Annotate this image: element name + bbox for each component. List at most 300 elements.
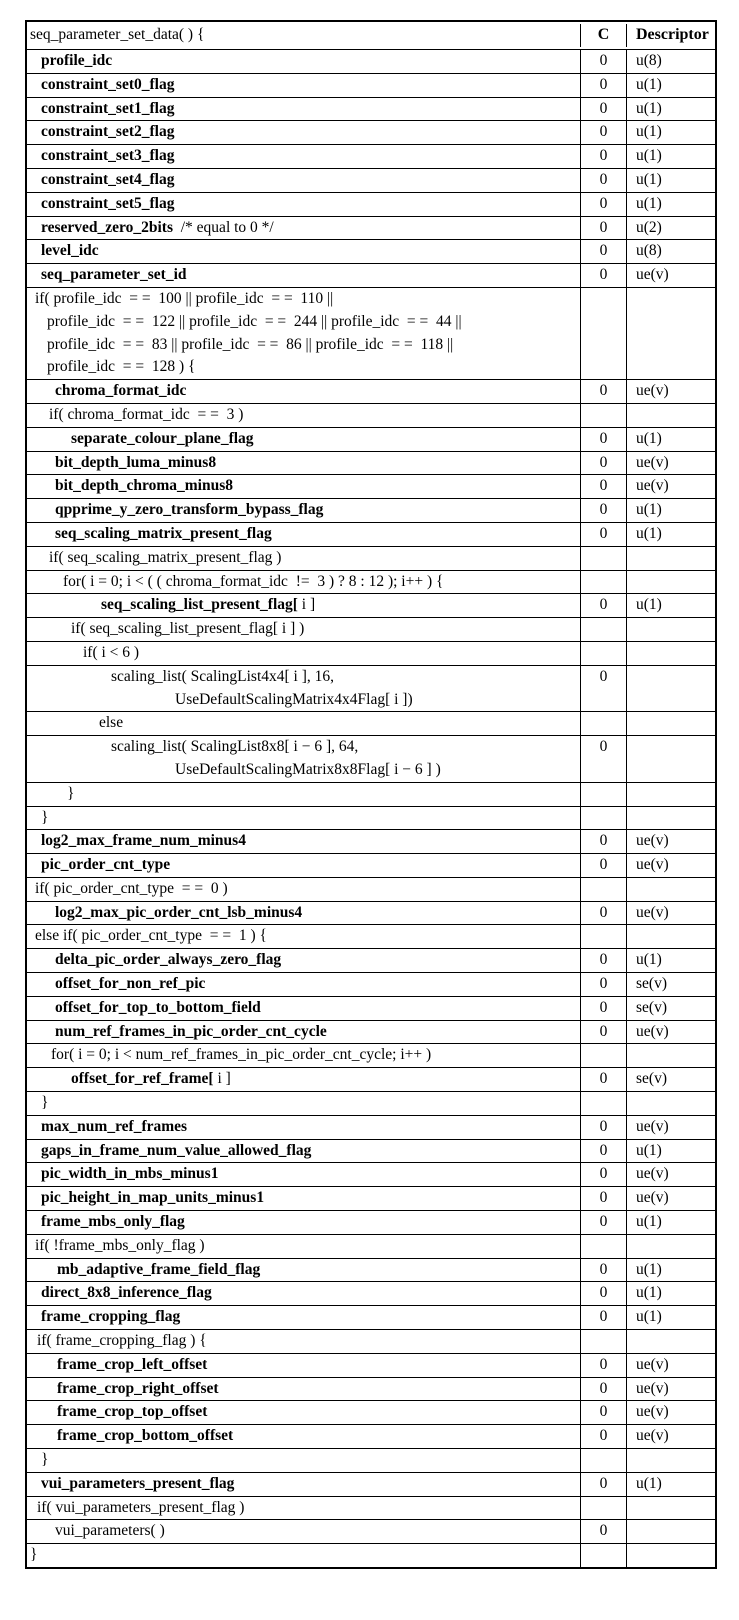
table-row bbox=[27, 1020, 715, 1044]
descriptor-cell bbox=[626, 547, 715, 570]
table-row bbox=[27, 1234, 715, 1258]
descriptor-cell bbox=[626, 571, 715, 594]
descriptor-cell: ue(v) bbox=[626, 1163, 715, 1186]
table-row bbox=[27, 593, 715, 617]
descriptor-cell: ue(v) bbox=[626, 380, 715, 403]
syntax-element-name: direct_8x8_inference_flag bbox=[41, 1284, 212, 1302]
table-row bbox=[27, 877, 715, 901]
descriptor-cell: u(1) bbox=[626, 949, 715, 972]
c-cell: 0 bbox=[580, 145, 626, 168]
syntax-cell bbox=[27, 1282, 580, 1305]
table-row bbox=[27, 427, 715, 451]
c-cell: 0 bbox=[580, 193, 626, 216]
c-cell: 0 bbox=[580, 1401, 626, 1424]
syntax-text: if( chroma_format_idc = = 3 ) bbox=[49, 405, 244, 423]
c-cell: 0 bbox=[580, 1187, 626, 1210]
c-cell: 0 bbox=[580, 736, 626, 782]
c-cell: 0 bbox=[580, 1116, 626, 1139]
descriptor-cell: ue(v) bbox=[626, 902, 715, 925]
descriptor-cell bbox=[626, 736, 715, 782]
syntax-text: if( vui_parameters_present_flag ) bbox=[37, 1498, 245, 1516]
syntax-cell bbox=[27, 1044, 580, 1067]
syntax-element-name: frame_crop_bottom_offset bbox=[57, 1427, 234, 1445]
syntax-element-name: log2_max_pic_order_cnt_lsb_minus4 bbox=[55, 903, 303, 921]
c-cell: 0 bbox=[580, 1163, 626, 1186]
table-row bbox=[27, 1519, 715, 1543]
syntax-element-name: constraint_set0_flag bbox=[41, 75, 175, 93]
syntax-cell bbox=[27, 1473, 580, 1496]
table-row bbox=[27, 1543, 715, 1567]
descriptor-cell: ue(v) bbox=[626, 452, 715, 475]
table-row bbox=[27, 972, 715, 996]
syntax-text: if( seq_scaling_list_present_flag[ i ] ) bbox=[71, 620, 305, 638]
c-cell: 0 bbox=[580, 949, 626, 972]
c-cell: 0 bbox=[580, 1473, 626, 1496]
table-row bbox=[27, 1496, 715, 1520]
syntax-cell bbox=[27, 475, 580, 498]
syntax-element-name: frame_crop_right_offset bbox=[57, 1379, 219, 1397]
c-cell bbox=[580, 1449, 626, 1472]
descriptor-cell bbox=[626, 1449, 715, 1472]
c-cell bbox=[580, 712, 626, 735]
syntax-text: else bbox=[99, 714, 124, 732]
table-row bbox=[27, 1186, 715, 1210]
descriptor-cell: u(1) bbox=[626, 1473, 715, 1496]
descriptor-cell bbox=[626, 1544, 715, 1567]
descriptor-cell: u(8) bbox=[626, 50, 715, 73]
descriptor-cell bbox=[626, 1235, 715, 1258]
syntax-text: scaling_list( ScalingList4x4[ i ], 16, bbox=[111, 667, 335, 685]
syntax-cell bbox=[27, 98, 580, 121]
descriptor-cell: u(1) bbox=[626, 169, 715, 192]
c-cell: 0 bbox=[580, 1282, 626, 1305]
c-cell: 0 bbox=[580, 1211, 626, 1234]
descriptor-cell: u(1) bbox=[626, 1282, 715, 1305]
syntax-cell bbox=[27, 452, 580, 475]
syntax-element-name: level_idc bbox=[41, 242, 99, 260]
descriptor-cell: u(1) bbox=[626, 121, 715, 144]
c-cell bbox=[580, 288, 626, 379]
syntax-cell bbox=[27, 1163, 580, 1186]
syntax-text: /* equal to 0 */ bbox=[173, 218, 274, 236]
table-row bbox=[27, 451, 715, 475]
c-cell bbox=[580, 1092, 626, 1115]
descriptor-cell: u(8) bbox=[626, 240, 715, 263]
c-cell: 0 bbox=[580, 98, 626, 121]
syntax-cell bbox=[27, 902, 580, 925]
descriptor-cell bbox=[626, 1497, 715, 1520]
syntax-element-name: constraint_set2_flag bbox=[41, 123, 175, 141]
syntax-cell bbox=[27, 666, 580, 712]
syntax-text: profile_idc = = 128 ) { bbox=[47, 358, 196, 376]
syntax-element-name: separate_colour_plane_flag bbox=[71, 429, 254, 447]
syntax-element-name: mb_adaptive_frame_field_flag bbox=[57, 1260, 261, 1278]
syntax-cell bbox=[27, 288, 580, 379]
table-row bbox=[27, 806, 715, 830]
c-cell: 0 bbox=[580, 169, 626, 192]
c-cell: 0 bbox=[580, 1425, 626, 1448]
descriptor-cell: ue(v) bbox=[626, 1354, 715, 1377]
c-cell bbox=[580, 1497, 626, 1520]
table-row bbox=[27, 1115, 715, 1139]
c-cell bbox=[580, 807, 626, 830]
c-cell: 0 bbox=[580, 1354, 626, 1377]
descriptor-cell: u(2) bbox=[626, 217, 715, 240]
table-row bbox=[27, 239, 715, 263]
syntax-element-name: constraint_set5_flag bbox=[41, 194, 175, 212]
c-cell bbox=[580, 642, 626, 665]
table-row bbox=[27, 1424, 715, 1448]
syntax-element-name: pic_width_in_mbs_minus1 bbox=[41, 1165, 219, 1183]
c-cell: 0 bbox=[580, 475, 626, 498]
syntax-cell bbox=[27, 1449, 580, 1472]
table-title: seq_parameter_set_data( ) { bbox=[30, 26, 205, 44]
syntax-cell bbox=[27, 571, 580, 594]
table-row bbox=[27, 853, 715, 877]
syntax-cell bbox=[27, 1497, 580, 1520]
syntax-element-name: offset_for_non_ref_pic bbox=[55, 975, 206, 993]
syntax-cell bbox=[27, 997, 580, 1020]
c-cell: 0 bbox=[580, 523, 626, 546]
syntax-text: scaling_list( ScalingList8x8[ i − 6 ], 64, bbox=[111, 738, 359, 756]
syntax-cell bbox=[27, 264, 580, 287]
c-cell: 0 bbox=[580, 997, 626, 1020]
syntax-cell bbox=[27, 1211, 580, 1234]
descriptor-cell: se(v) bbox=[626, 973, 715, 996]
syntax-text: vui_parameters( ) bbox=[55, 1522, 165, 1540]
syntax-element-name: frame_crop_top_offset bbox=[57, 1403, 208, 1421]
table-row bbox=[27, 1353, 715, 1377]
syntax-element-name: constraint_set1_flag bbox=[41, 99, 175, 117]
syntax-element-name: reserved_zero_2bits bbox=[41, 218, 173, 236]
syntax-text: i ] bbox=[213, 1070, 231, 1088]
table-row bbox=[27, 49, 715, 73]
syntax-cell bbox=[27, 949, 580, 972]
c-cell: 0 bbox=[580, 240, 626, 263]
syntax-cell bbox=[27, 925, 580, 948]
descriptor-cell: se(v) bbox=[626, 997, 715, 1020]
syntax-element-name: bit_depth_chroma_minus8 bbox=[55, 477, 233, 495]
c-cell: 0 bbox=[580, 854, 626, 877]
c-cell: 0 bbox=[580, 217, 626, 240]
syntax-cell bbox=[27, 404, 580, 427]
descriptor-cell: u(1) bbox=[626, 1259, 715, 1282]
descriptor-cell bbox=[626, 618, 715, 641]
table-row bbox=[27, 1091, 715, 1115]
syntax-cell bbox=[27, 74, 580, 97]
c-cell: 0 bbox=[580, 902, 626, 925]
header-row bbox=[27, 22, 715, 49]
table-row bbox=[27, 1162, 715, 1186]
syntax-cell bbox=[27, 830, 580, 853]
syntax-cell bbox=[27, 240, 580, 263]
table-row bbox=[27, 192, 715, 216]
syntax-cell bbox=[27, 1116, 580, 1139]
syntax-text: } bbox=[41, 808, 49, 826]
syntax-element-name: chroma_format_idc bbox=[55, 382, 187, 400]
table-row bbox=[27, 1043, 715, 1067]
c-cell: 0 bbox=[580, 428, 626, 451]
table-row bbox=[27, 1329, 715, 1353]
descriptor-cell: ue(v) bbox=[626, 1401, 715, 1424]
table-row bbox=[27, 522, 715, 546]
syntax-cell bbox=[27, 736, 580, 782]
syntax-text: if( profile_idc = = 100 || profile_idc = = 110 || bbox=[35, 289, 334, 307]
syntax-text: } bbox=[41, 1094, 49, 1112]
c-cell: 0 bbox=[580, 1378, 626, 1401]
table-row bbox=[27, 498, 715, 522]
syntax-cell bbox=[27, 523, 580, 546]
table-row bbox=[27, 570, 715, 594]
syntax-element-name: seq_parameter_set_id bbox=[41, 266, 187, 284]
c-cell: 0 bbox=[580, 1068, 626, 1091]
descriptor-cell: se(v) bbox=[626, 1068, 715, 1091]
table-row bbox=[27, 1139, 715, 1163]
syntax-cell bbox=[27, 428, 580, 451]
syntax-cell bbox=[27, 1021, 580, 1044]
syntax-text: if( i < 6 ) bbox=[83, 643, 140, 661]
table-row bbox=[27, 97, 715, 121]
syntax-text: if( seq_scaling_matrix_present_flag ) bbox=[49, 548, 282, 566]
table-body bbox=[27, 49, 715, 1567]
descriptor-cell bbox=[626, 404, 715, 427]
table-row bbox=[27, 287, 715, 379]
syntax-element-name: seq_scaling_list_present_flag[ bbox=[101, 596, 298, 614]
table-row bbox=[27, 1210, 715, 1234]
c-cell: 0 bbox=[580, 973, 626, 996]
table-row bbox=[27, 924, 715, 948]
descriptor-cell bbox=[626, 642, 715, 665]
table-row bbox=[27, 665, 715, 712]
c-cell: 0 bbox=[580, 380, 626, 403]
table-row bbox=[27, 617, 715, 641]
syntax-text: profile_idc = = 83 || profile_idc = = 86 || profile_idc = = 118 || bbox=[47, 335, 454, 353]
syntax-cell bbox=[27, 1092, 580, 1115]
descriptor-cell: u(1) bbox=[626, 1140, 715, 1163]
syntax-element-name: delta_pic_order_always_zero_flag bbox=[55, 951, 282, 969]
col-header-descriptor: Descriptor bbox=[636, 26, 709, 44]
syntax-cell bbox=[27, 594, 580, 617]
table-row bbox=[27, 216, 715, 240]
syntax-text: } bbox=[30, 1546, 38, 1564]
descriptor-cell: u(1) bbox=[626, 145, 715, 168]
syntax-element-name: frame_cropping_flag bbox=[41, 1308, 181, 1326]
descriptor-cell: ue(v) bbox=[626, 854, 715, 877]
syntax-text: else if( pic_order_cnt_type = = 1 ) { bbox=[35, 927, 267, 945]
descriptor-cell: ue(v) bbox=[626, 1187, 715, 1210]
descriptor-cell bbox=[626, 783, 715, 806]
descriptor-cell: ue(v) bbox=[626, 1378, 715, 1401]
descriptor-cell bbox=[626, 712, 715, 735]
descriptor-cell: u(1) bbox=[626, 74, 715, 97]
syntax-cell bbox=[27, 854, 580, 877]
descriptor-cell: u(1) bbox=[626, 499, 715, 522]
syntax-element-name: constraint_set3_flag bbox=[41, 147, 175, 165]
c-cell: 0 bbox=[580, 499, 626, 522]
syntax-cell bbox=[27, 618, 580, 641]
syntax-cell bbox=[27, 217, 580, 240]
descriptor-cell: u(1) bbox=[626, 523, 715, 546]
table-row bbox=[27, 948, 715, 972]
c-cell: 0 bbox=[580, 121, 626, 144]
syntax-cell bbox=[27, 547, 580, 570]
descriptor-cell: ue(v) bbox=[626, 475, 715, 498]
table-row bbox=[27, 735, 715, 782]
syntax-cell bbox=[27, 712, 580, 735]
table-row bbox=[27, 403, 715, 427]
descriptor-cell bbox=[626, 1330, 715, 1353]
descriptor-cell bbox=[626, 666, 715, 712]
c-cell: 0 bbox=[580, 1021, 626, 1044]
syntax-element-name: offset_for_ref_frame[ bbox=[71, 1070, 214, 1088]
descriptor-cell: ue(v) bbox=[626, 1425, 715, 1448]
c-cell bbox=[580, 1330, 626, 1353]
table-row bbox=[27, 1305, 715, 1329]
c-cell bbox=[580, 1044, 626, 1067]
syntax-element-name: gaps_in_frame_num_value_allowed_flag bbox=[41, 1141, 312, 1159]
syntax-cell bbox=[27, 1235, 580, 1258]
descriptor-cell: u(1) bbox=[626, 1306, 715, 1329]
descriptor-cell bbox=[626, 288, 715, 379]
syntax-cell bbox=[27, 1378, 580, 1401]
syntax-element-name: qpprime_y_zero_transform_bypass_flag bbox=[55, 501, 324, 519]
syntax-text: } bbox=[41, 1451, 49, 1469]
syntax-element-name: pic_height_in_map_units_minus1 bbox=[41, 1189, 265, 1207]
descriptor-cell: ue(v) bbox=[626, 1021, 715, 1044]
descriptor-cell: ue(v) bbox=[626, 264, 715, 287]
table-row bbox=[27, 1472, 715, 1496]
syntax-text: if( pic_order_cnt_type = = 0 ) bbox=[35, 879, 228, 897]
c-cell bbox=[580, 1235, 626, 1258]
descriptor-header-cell bbox=[626, 24, 715, 47]
table-row bbox=[27, 474, 715, 498]
table-row bbox=[27, 546, 715, 570]
table-row bbox=[27, 1067, 715, 1091]
syntax-cell bbox=[27, 807, 580, 830]
c-cell bbox=[580, 618, 626, 641]
syntax-element-name: pic_order_cnt_type bbox=[41, 856, 171, 874]
syntax-cell bbox=[27, 1520, 580, 1543]
syntax-text: UseDefaultScalingMatrix4x4Flag[ i ]) bbox=[175, 690, 413, 708]
syntax-cell bbox=[27, 1068, 580, 1091]
descriptor-cell: ue(v) bbox=[626, 1116, 715, 1139]
syntax-element-name: frame_mbs_only_flag bbox=[41, 1213, 185, 1231]
syntax-cell bbox=[27, 145, 580, 168]
c-cell: 0 bbox=[580, 1140, 626, 1163]
table-row bbox=[27, 901, 715, 925]
syntax-element-name: bit_depth_luma_minus8 bbox=[55, 453, 217, 471]
table-row bbox=[27, 73, 715, 97]
c-cell bbox=[580, 571, 626, 594]
descriptor-cell bbox=[626, 1092, 715, 1115]
c-cell: 0 bbox=[580, 830, 626, 853]
c-cell: 0 bbox=[580, 50, 626, 73]
syntax-text: UseDefaultScalingMatrix8x8Flag[ i − 6 ] ) bbox=[175, 760, 441, 778]
c-cell: 0 bbox=[580, 594, 626, 617]
c-cell bbox=[580, 878, 626, 901]
descriptor-cell bbox=[626, 1044, 715, 1067]
descriptor-cell bbox=[626, 925, 715, 948]
table-row bbox=[27, 711, 715, 735]
syntax-text: for( i = 0; i < num_ref_frames_in_pic_order_cnt_cycle; i++ ) bbox=[51, 1046, 432, 1064]
syntax-cell bbox=[27, 1425, 580, 1448]
syntax-element-name: frame_crop_left_offset bbox=[57, 1355, 208, 1373]
syntax-element-name: offset_for_top_to_bottom_field bbox=[55, 998, 261, 1016]
syntax-element-name: profile_idc bbox=[41, 52, 113, 69]
table-row bbox=[27, 782, 715, 806]
table-row bbox=[27, 829, 715, 853]
syntax-cell bbox=[27, 1259, 580, 1282]
descriptor-cell bbox=[626, 1520, 715, 1543]
syntax-cell bbox=[27, 642, 580, 665]
c-cell bbox=[580, 1544, 626, 1567]
c-cell bbox=[580, 783, 626, 806]
syntax-element-name: max_num_ref_frames bbox=[41, 1117, 188, 1135]
table-row bbox=[27, 144, 715, 168]
syntax-cell bbox=[27, 121, 580, 144]
c-cell bbox=[580, 547, 626, 570]
syntax-cell bbox=[27, 499, 580, 522]
c-cell: 0 bbox=[580, 74, 626, 97]
descriptor-cell: u(1) bbox=[626, 1211, 715, 1234]
syntax-text: if( frame_cropping_flag ) { bbox=[37, 1332, 207, 1350]
syntax-element-name: constraint_set4_flag bbox=[41, 170, 175, 188]
descriptor-cell: u(1) bbox=[626, 594, 715, 617]
table-row bbox=[27, 168, 715, 192]
c-header-cell bbox=[580, 24, 626, 47]
syntax-cell bbox=[27, 1330, 580, 1353]
syntax-cell bbox=[27, 783, 580, 806]
c-cell: 0 bbox=[580, 452, 626, 475]
syntax-header-cell bbox=[27, 24, 580, 47]
syntax-cell bbox=[27, 1354, 580, 1377]
descriptor-cell: u(1) bbox=[626, 428, 715, 451]
table-row bbox=[27, 1448, 715, 1472]
col-header-c: C bbox=[597, 26, 610, 44]
table-row bbox=[27, 996, 715, 1020]
table-row bbox=[27, 120, 715, 144]
table-row bbox=[27, 641, 715, 665]
descriptor-cell bbox=[626, 807, 715, 830]
syntax-cell bbox=[27, 1187, 580, 1210]
syntax-cell bbox=[27, 1544, 580, 1567]
syntax-text: if( !frame_mbs_only_flag ) bbox=[35, 1236, 205, 1254]
descriptor-cell: ue(v) bbox=[626, 830, 715, 853]
c-cell: 0 bbox=[580, 1520, 626, 1543]
descriptor-cell: u(1) bbox=[626, 98, 715, 121]
syntax-element-name: vui_parameters_present_flag bbox=[41, 1474, 235, 1492]
syntax-text: profile_idc = = 122 || profile_idc = = 244 || profile_idc = = 44 || bbox=[47, 312, 462, 330]
table-row bbox=[27, 1377, 715, 1401]
c-cell bbox=[580, 404, 626, 427]
syntax-element-name: log2_max_frame_num_minus4 bbox=[41, 832, 246, 850]
syntax-text: } bbox=[67, 784, 75, 802]
descriptor-cell: u(1) bbox=[626, 193, 715, 216]
c-cell: 0 bbox=[580, 1259, 626, 1282]
syntax-cell bbox=[27, 973, 580, 996]
syntax-cell bbox=[27, 380, 580, 403]
table-row bbox=[27, 1258, 715, 1282]
table-row bbox=[27, 1281, 715, 1305]
table-row bbox=[27, 263, 715, 287]
syntax-element-name: num_ref_frames_in_pic_order_cnt_cycle bbox=[55, 1022, 327, 1040]
c-cell bbox=[580, 925, 626, 948]
c-cell: 0 bbox=[580, 1306, 626, 1329]
c-cell: 0 bbox=[580, 666, 626, 712]
syntax-cell bbox=[27, 1140, 580, 1163]
table-row bbox=[27, 1400, 715, 1424]
syntax-cell bbox=[27, 193, 580, 216]
